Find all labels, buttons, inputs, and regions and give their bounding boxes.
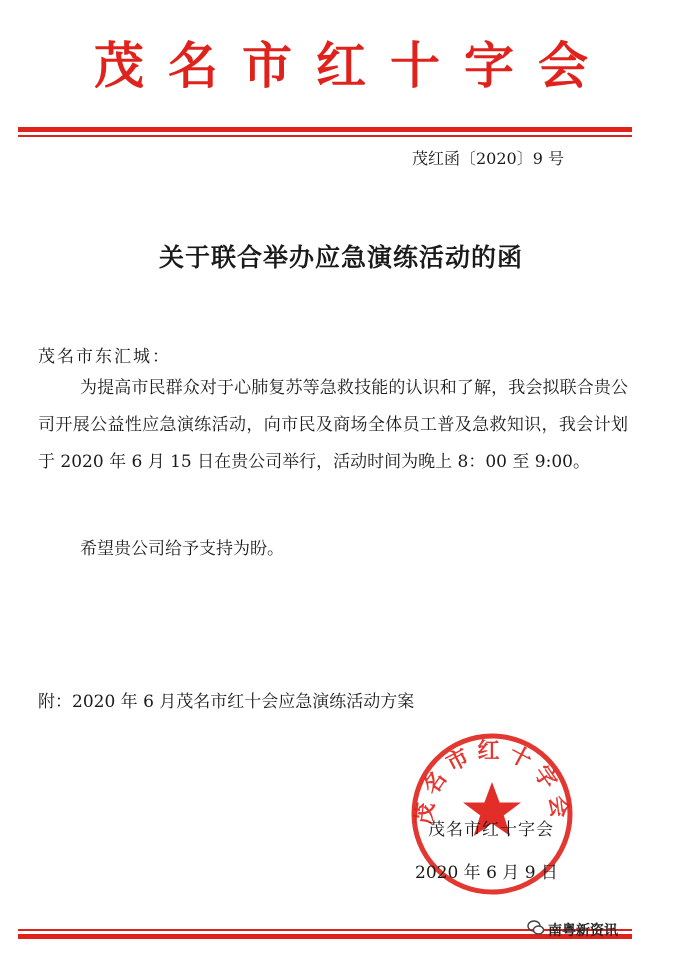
signer-organization: 茂名市红十字会 [428,820,554,840]
attachment-note: 附：2020 年 6 月茂名市红十会应急演练活动方案 [38,692,415,712]
body-paragraph-1: 为提高市民群众对于心肺复苏等急救技能的认识和了解，我会拟联合贵公司开展公益性应急演练活动，向市民及商场全体员工普及急救知识，我会计划于 2020 年 6 月 15 日在贵公司举行，活动时间为晚上 8：00 至 9:00。 [38,378,628,472]
wechat-logo-icon [527,919,545,937]
body-paragraph-2: 希望贵公司给予支持为盼。 [80,539,284,559]
watermark-source: 南粤新资讯 [548,923,618,939]
signature-date: 2020 年 6 月 9 日 [415,863,558,883]
document-header-masthead: 茂名市红十字会 [94,37,612,95]
header-rule-thick [18,127,632,132]
document-number: 茂红函〔2020〕9 号 [412,149,564,168]
salutation: 茂名市东汇城： [38,347,171,367]
document-title: 关于联合举办应急演练活动的函 [158,243,523,272]
seal-text: 茂名市红十字会 [411,739,573,827]
header-rule-thin [18,135,632,137]
